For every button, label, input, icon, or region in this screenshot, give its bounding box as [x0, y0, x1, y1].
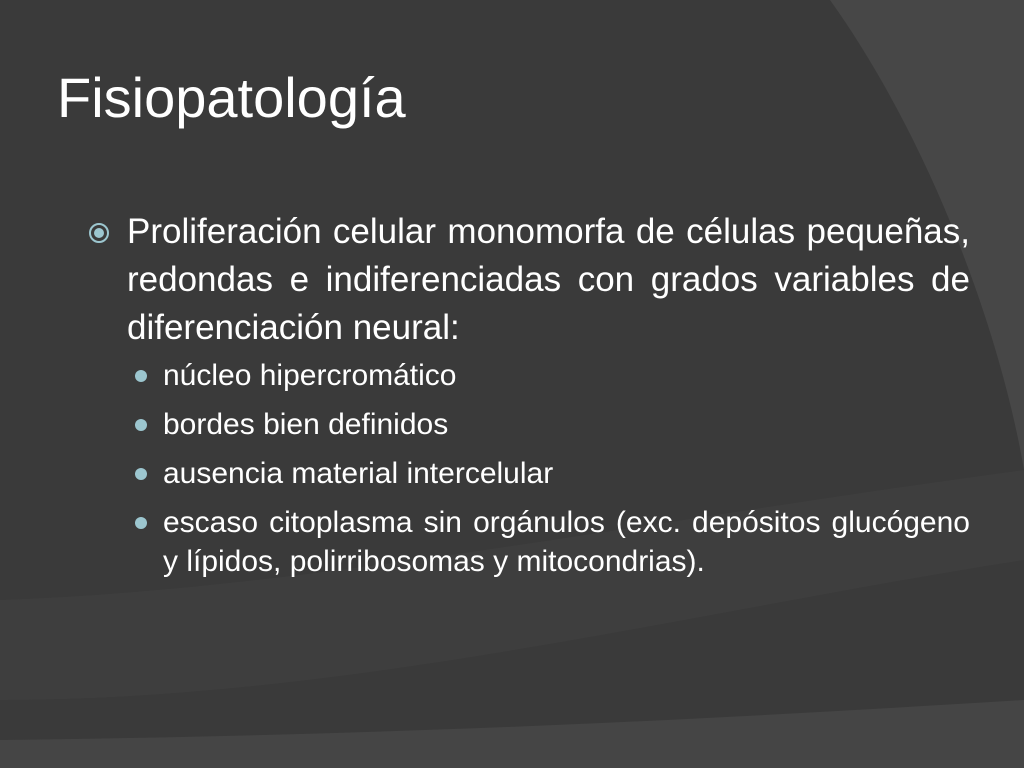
sub-bullet-item [163, 356, 970, 395]
bullet-dot-icon [135, 419, 147, 431]
sub-bullet-text: núcleo hipercromático [163, 359, 457, 392]
slide-content [90, 208, 970, 591]
main-bullet-text: Proliferación celular monomorfa de células pequeñas, redondas e indiferenciadas con grados variables de diferenciación neural: [127, 212, 970, 347]
sub-bullet-item [163, 405, 970, 444]
sub-bullet-text: ausencia material intercelular [163, 457, 554, 490]
target-circle-icon [88, 222, 110, 244]
bullet-dot-icon [135, 370, 147, 382]
sub-bullet-list [90, 356, 970, 581]
bullet-dot-icon [135, 517, 147, 529]
bullet-dot-icon [135, 468, 147, 480]
sub-bullet-text: bordes bien definidos [163, 408, 449, 441]
sub-bullet-item [163, 454, 970, 493]
slide-title: Fisiopatología [57, 66, 406, 129]
sub-bullet-item [163, 503, 970, 581]
main-bullet-point [90, 208, 970, 352]
sub-bullet-text: escaso citoplasma sin orgánulos (exc. depósitos glucógeno y lípidos, polirribosomas y mitocondrias). [163, 506, 970, 578]
